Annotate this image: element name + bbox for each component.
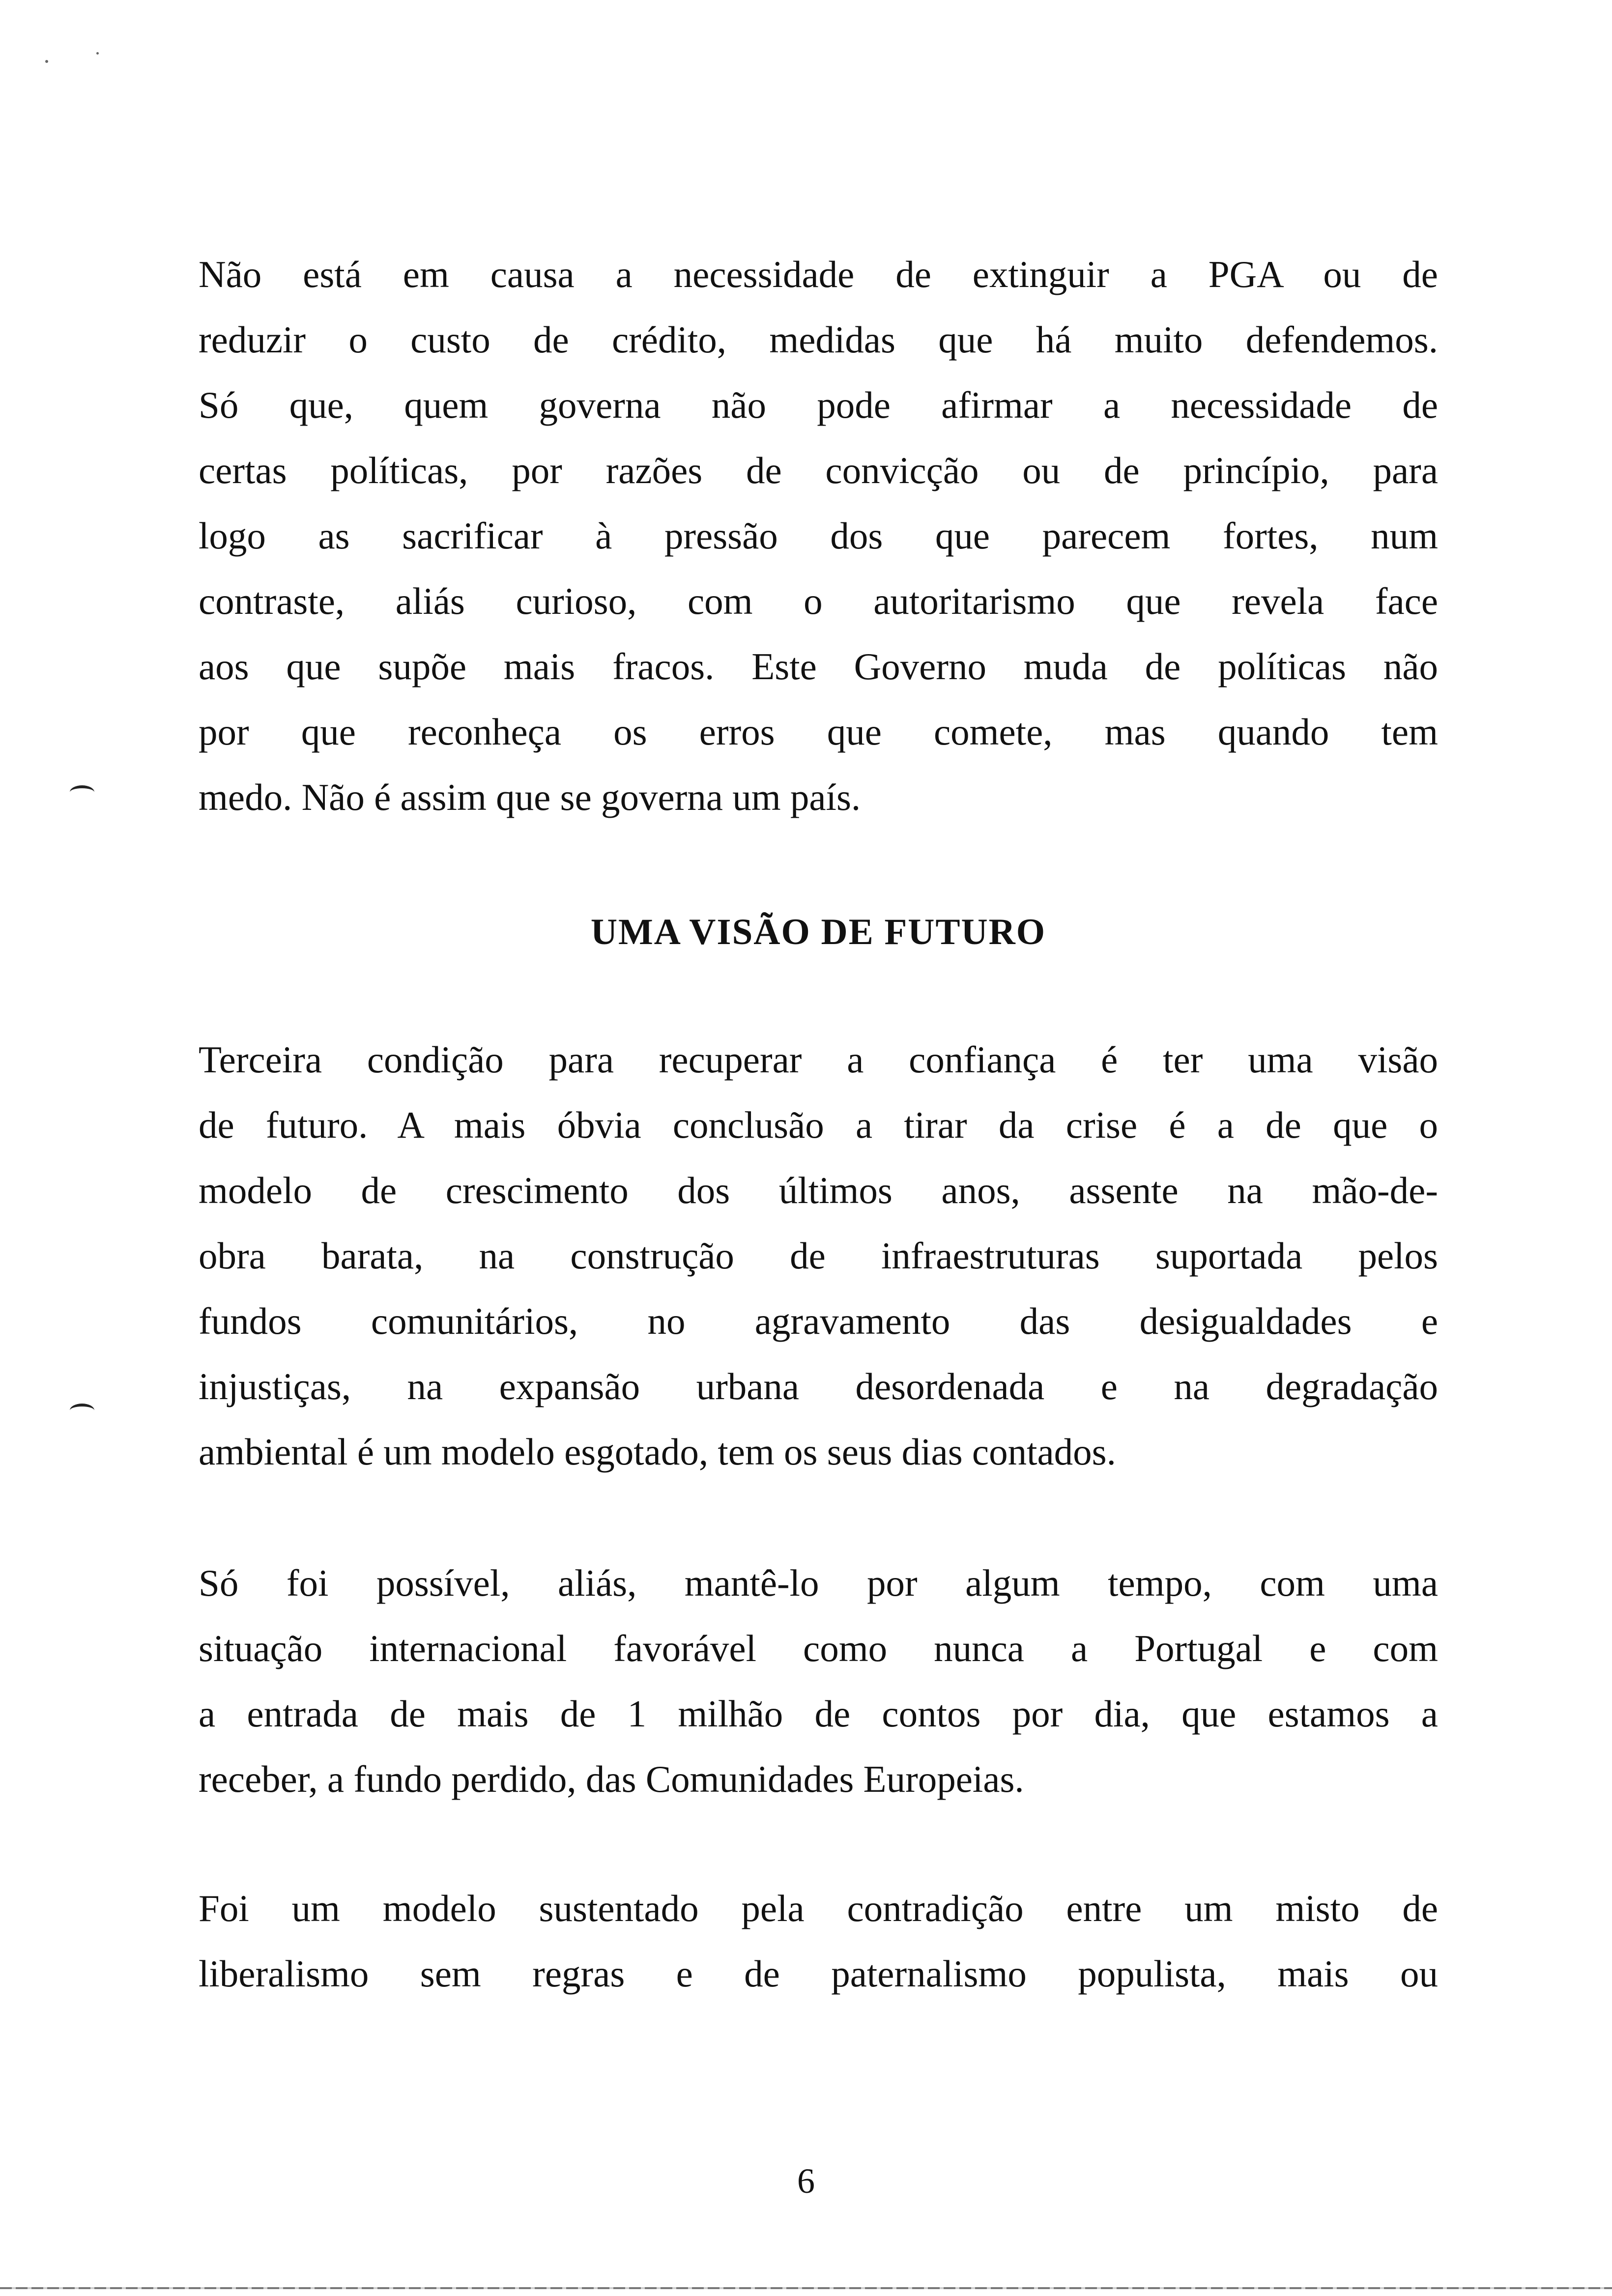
margin-mark [70,1404,94,1417]
text-line: receber, a fundo perdido, das Comunidades Europeias. [199,1758,1024,1800]
text-line: contraste, aliás curioso, com o autoritarismo que revela face [199,580,1438,622]
text-line: modelo de crescimento dos últimos anos, assente na mão-de- [199,1169,1438,1211]
text-line: obra barata, na construção de infraestruturas suportada pelos [199,1234,1438,1277]
text-line: liberalismo sem regras e de paternalismo populista, mais ou [199,1952,1438,1995]
section-heading: UMA VISÃO DE FUTURO [590,912,1046,952]
text-line: reduzir o custo de crédito, medidas que há muito defendemos. [199,318,1438,361]
text-line: Só foi possível, aliás, mantê-lo por algum tempo, com uma [199,1562,1438,1604]
text-line: injustiças, na expansão urbana desordenada e na degradação [199,1365,1438,1407]
text-line: por que reconheça os erros que comete, mas quando tem [199,711,1438,753]
text-line: de futuro. A mais óbvia conclusão a tirar da crise é a de que o [199,1104,1438,1146]
text-line: Terceira condição para recuperar a confiança é ter uma visão [199,1038,1438,1081]
text-line: medo. Não é assim que se governa um país. [199,776,861,818]
text-line: situação internacional favorável como nunca a Portugal e com [199,1627,1438,1669]
text-line: aos que supõe mais fracos. Este Governo muda de políticas não [199,645,1438,688]
scan-edge [0,2287,1612,2289]
text-line: a entrada de mais de 1 milhão de contos por dia, que estamos a [199,1693,1438,1735]
text-line: ambiental é um modelo esgotado, tem os seus dias contados. [199,1431,1116,1473]
scan-speck [45,60,48,63]
text-line: logo as sacrificar à pressão dos que parecem fortes, num [199,515,1438,557]
text-line: Foi um modelo sustentado pela contradição entre um misto de [199,1887,1438,1929]
page-number: 6 [797,2161,815,2201]
text-line: Não está em causa a necessidade de extinguir a PGA ou de [199,253,1438,295]
text-line: certas políticas, por razões de convicção ou de princípio, para [199,449,1438,491]
text-line: fundos comunitários, no agravamento das desigualdades e [199,1300,1438,1342]
text-line: Só que, quem governa não pode afirmar a necessidade de [199,384,1438,426]
scan-speck [96,52,99,55]
margin-mark [70,785,94,799]
